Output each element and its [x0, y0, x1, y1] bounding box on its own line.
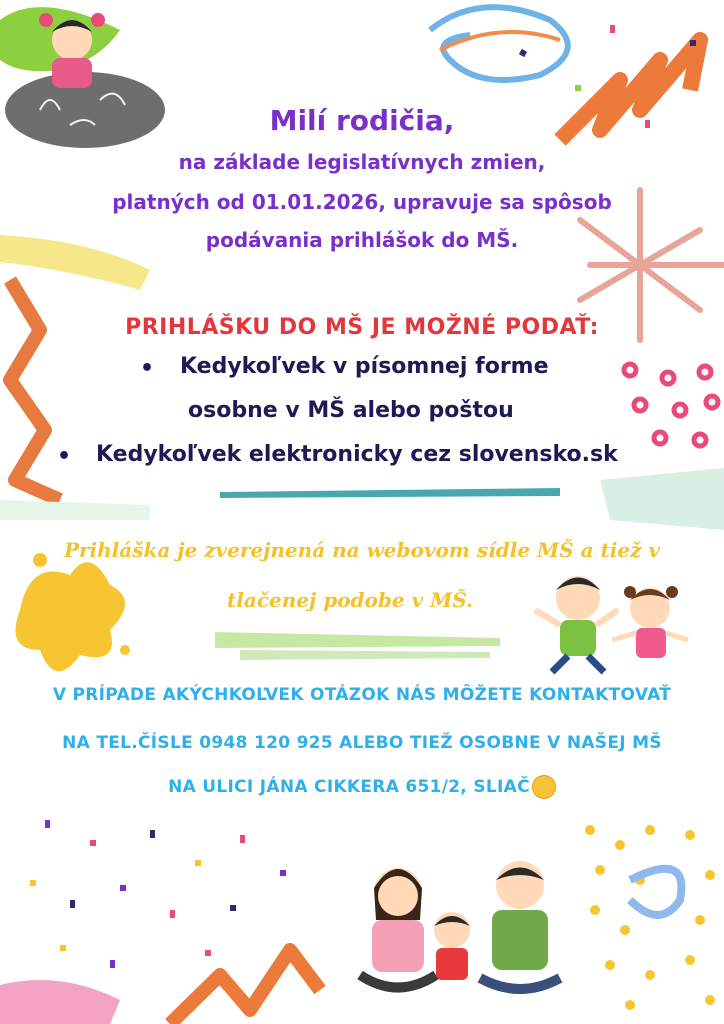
smiling-face-icon — [532, 775, 556, 799]
family-sitting-illustration — [360, 861, 560, 989]
bullet-dot: • — [140, 356, 155, 381]
intro-line-1: na základe legislatívnych zmien, — [178, 150, 546, 174]
submission-heading: PRIHLÁŠKU DO MŠ JE MOŽNÉ PODAŤ: — [125, 315, 599, 340]
intro-line-3: podávania prihlášok do MŠ. — [205, 228, 519, 252]
contact-address: NA ULICI JÁNA CIKKERA 651/2, SLIAČ — [168, 777, 530, 797]
bullet-written-form: Kedykoľvek v písomnej forme — [180, 354, 549, 379]
greeting-title: Milí rodičia, — [269, 104, 455, 137]
intro-line-2: platných od 01.01.2026, upravuje sa spôsob — [112, 190, 612, 214]
girl-head — [52, 20, 92, 60]
contact-line-3 — [0, 775, 724, 799]
contact-line-2: NA TEL.ČÍSLE 0948 120 925 ALEBO TIEŽ OSOBNE V NAŠEJ MŠ — [62, 733, 662, 753]
note-line-1: Prihláška je zverejnená na webovom sídle MŠ a tiež v — [63, 538, 661, 562]
contact-line-1: V PRÍPADE AKÝCHKOĽVEK OTÁZOK NÁS MÔŽETE KONTAKTOVAŤ — [52, 685, 672, 705]
bullet-written-form-continued: osobne v MŠ alebo poštou — [188, 398, 514, 423]
bullet-dot: • — [57, 444, 72, 469]
note-line-2: tlačenej podobe v MŠ. — [227, 588, 473, 612]
bullet-electronic: Kedykoľvek elektronicky cez slovensko.sk — [96, 442, 618, 467]
